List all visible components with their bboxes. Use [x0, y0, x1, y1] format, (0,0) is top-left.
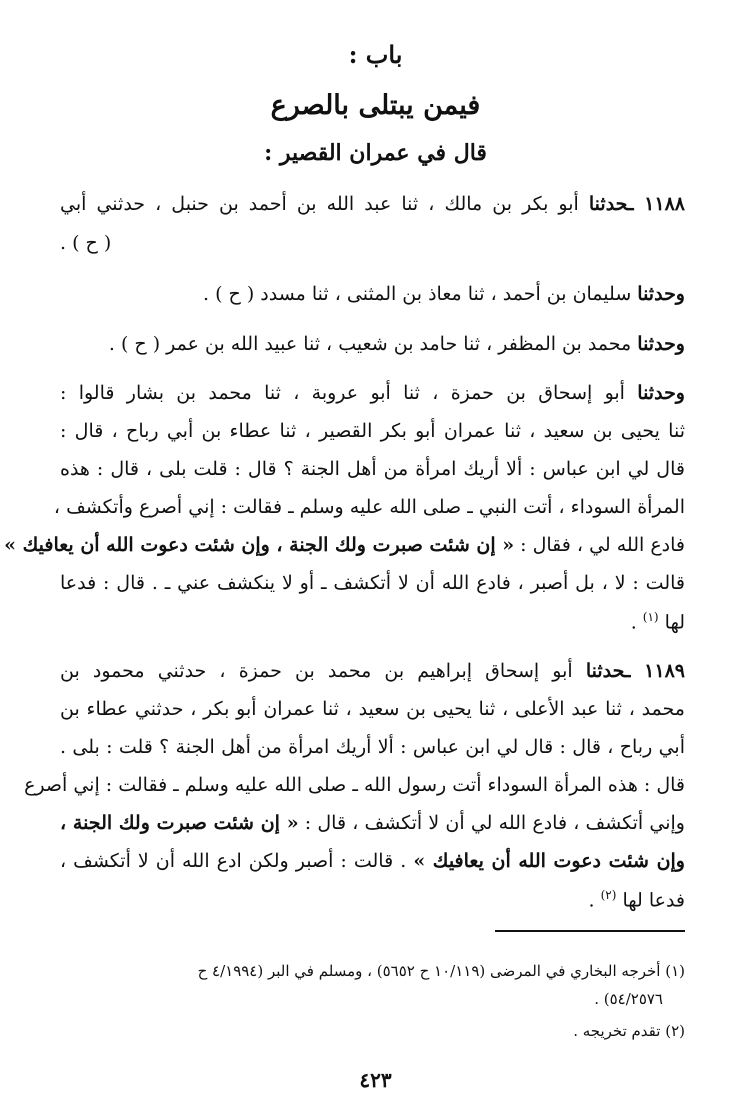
- narration-text: وإني أتكشف ، فادع الله لي أن لا أتكشف ، قال :: [298, 812, 685, 834]
- hadith-1189-line-3: أبي رباح ، قال : قال لي ابن عباس : ألا أريك امرأة من أهل الجنة ؟ قلت : بلى .: [60, 736, 685, 758]
- hadith-1189-line-1: [60, 660, 685, 682]
- narration-lead: وحدثنا: [637, 283, 685, 305]
- hadith-1188-line-3: [60, 283, 685, 305]
- footnote-divider: [495, 930, 685, 932]
- hadith-1188-line-4: [60, 333, 685, 355]
- chapter-title: فيمن يبتلى بالصرع: [270, 90, 481, 121]
- hadith-1188-line-11: [60, 610, 685, 633]
- hadith-1189-line-7: [60, 888, 685, 911]
- hadith-1188-line-2: ( ح ) .: [60, 232, 112, 254]
- narration-lead: وحدثنا: [637, 382, 685, 404]
- prophet-quote: « إن شئت صبرت ولك الجنة ،: [60, 812, 299, 834]
- narration-text: فادع الله لي ، فقال :: [514, 534, 685, 556]
- footnote-2: (٢) تقدم تخريجه .: [573, 1022, 685, 1040]
- narration-text: . قالت : أصبر ولكن ادع الله أن لا أتكشف ،: [60, 850, 414, 872]
- page-number: ٤٢٣: [359, 1068, 392, 1092]
- hadith-1189-line-4: قال : هذه المرأة السوداء أتت رسول الله ـ صلى الله عليه وسلم ـ فقالت : إني أصرع: [24, 774, 685, 796]
- hadith-1188-line-5: [60, 382, 685, 404]
- footnote-1-line-1: (١) أخرجه البخاري في المرضى (١٠/١١٩ ح ٥٦٥٢) ، ومسلم في البر (٤/١٩٩٤ ح: [197, 962, 685, 980]
- narration-text: لها: [664, 611, 685, 634]
- hadith-1188-line-10: قالت : لا ، بل أصبر ، فادع الله أن لا أتكشف ـ أو لا ينكشف عني ـ . قال : فدعا: [60, 572, 685, 594]
- hadith-1188-line-8: المرأة السوداء ، أتت النبي ـ صلى الله عليه وسلم ـ فقالت : إني أصرع وأتكشف ،: [53, 496, 685, 518]
- narration-lead: وحدثنا: [637, 333, 685, 355]
- narration-text: محمد بن المظفر ، ثنا حامد بن شعيب ، ثنا عبيد الله بن عمر ( ح ) .: [108, 333, 638, 355]
- narration-text: أبو إسحاق إبراهيم بن محمد بن حمزة ، حدثني محمود بن: [60, 660, 586, 682]
- hadith-1189-line-5: [60, 812, 685, 834]
- hadith-1188-line-9: [4, 534, 685, 556]
- chapter-subtitle: قال في عمران القصير :: [264, 140, 487, 166]
- hadith-1188-line-7: قال لي ابن عباس : ألا أريك امرأة من أهل الجنة ؟ قال : قلت بلى ، قال : هذه: [60, 458, 685, 480]
- prophet-quote: وإن شئت دعوت الله أن يعافيك »: [413, 850, 685, 872]
- hadith-1188-line-6: ثنا يحيى بن سعيد ، ثنا عمران أبو بكر القصير ، ثنا عطاء بن أبي رباح ، قال :: [60, 420, 685, 442]
- footnote-1-line-2: ٥٤/٢٥٧٦) .: [594, 990, 663, 1008]
- hadith-1188-line-1: [60, 193, 685, 215]
- chapter-label: باب :: [348, 40, 403, 69]
- narration-text: سليمان بن أحمد ، ثنا معاذ بن المثنى ، ثنا مسدد ( ح ) .: [203, 283, 638, 305]
- footnote-ref-2: (٢): [600, 888, 617, 902]
- footnote-ref-1: (١): [642, 610, 659, 624]
- prophet-quote: « إن شئت صبرت ولك الجنة ، وإن شئت دعوت الله أن يعافيك »: [4, 534, 515, 556]
- narration-text: .: [588, 889, 601, 912]
- narration-text: فدعا لها: [622, 889, 685, 912]
- narration-text: أبو بكر بن مالك ، ثنا عبد الله بن أحمد بن حنبل ، حدثني أبي: [60, 193, 589, 215]
- narration-lead: حدثنا: [585, 660, 625, 682]
- narration-text: أبو إسحاق بن حمزة ، ثنا أبو عروبة ، ثنا محمد بن بشار قالوا :: [60, 382, 638, 404]
- hadith-1189-line-2: محمد ، ثنا عبد الأعلى ، ثنا يحيى بن سعيد ، ثنا عمران أبو بكر ، حدثني عطاء بن: [60, 698, 685, 720]
- hadith-number: ١١٨٩ ـ: [624, 660, 685, 682]
- hadith-1189-line-6: [60, 850, 685, 872]
- narration-lead: حدثنا: [588, 193, 628, 215]
- hadith-number: ١١٨٨ ـ: [627, 193, 685, 215]
- narration-text: .: [630, 611, 643, 634]
